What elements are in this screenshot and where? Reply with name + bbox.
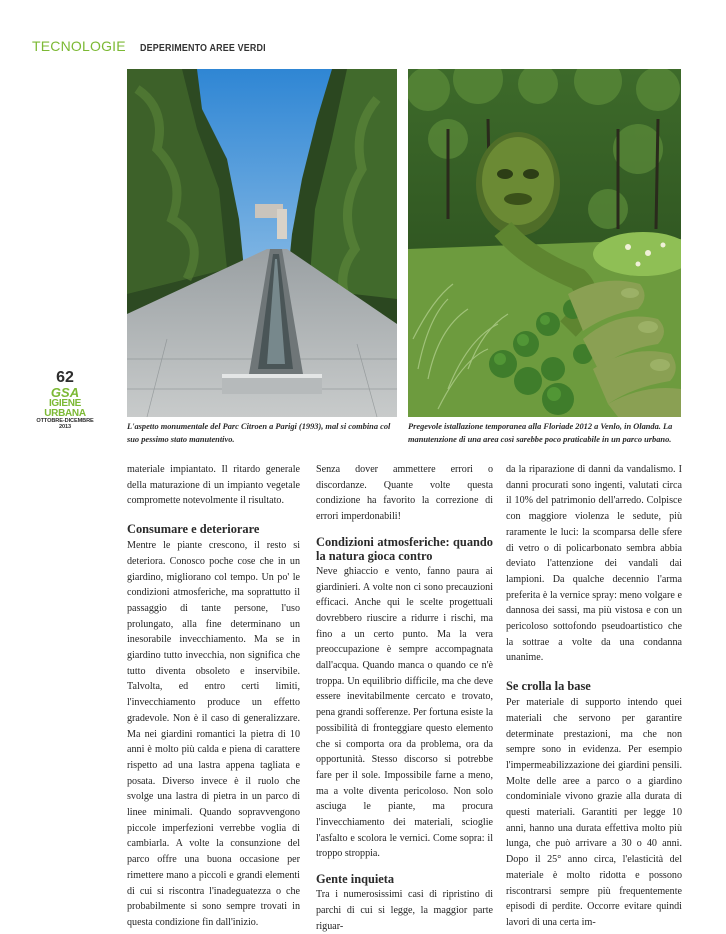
- magazine-logo: GSA: [50, 385, 80, 400]
- topiary-sculpture-illustration: [408, 69, 681, 417]
- page-header: [32, 38, 288, 58]
- article-column-1: [127, 462, 300, 931]
- paragraph: Mentre le piante crescono, il resto si deteriora. Conosco poche cose che in un giardino, migliorano col tempo. Un po' le condizioni atmosferiche, ma soprattutto il passaggio di tante persone, l'uso prolungato, alla fine determinano un inesorabile invecchiamento. Ma se in giardino tutto invecchia, non significa che tutto diventa obsoleto e inservibile. Talvolta, ed entro certi limiti, l'invecchiamento produce un effetto gradevole. Non è il caso di generalizzare. Ma nei giardini romantici la pietra di 10 anni è molto più calda e piena di carattere rispetto ad una lastra appena tagliata e posata. Diverso invece è il ruolo che svolge una lastra di pietra in un parco di linee minimali. Quando sopravvengono piccole imperfezioni verrebbe voglia di cambiarla. A volte la consunzione del parco offre una buona occasione per rimettere mano a piccoli e grandi elementi di cui si riscontra l'inadeguatezza o che probabilmente si sono sempre trovati in questa condizione fin dall'inizio.: [127, 540, 300, 928]
- paragraph: materiale impiantato. Il ritardo generale della maturazione di un impianto vegetale compromette notevolmente il risultato.: [127, 464, 300, 507]
- heading-gente: Gente inquieta: [316, 872, 395, 887]
- section-label: TECNOLOGIE: [32, 38, 126, 54]
- park-garden-illustration: [127, 69, 397, 417]
- magazine-name: IGIENE URBANA: [44, 398, 86, 419]
- paragraph: Senza dover ammettere errori o discordanze. Quante volte questa condizione ha favorito la correzione di errori imperdonabili!: [316, 464, 493, 523]
- heading-condizioni: Condizioni atmosferiche: quando la natura gioca contro: [316, 534, 493, 563]
- caption-left: L'aspetto monumentale del Parc Citroen a Parigi (1993), mal si combina col suo pessimo stato manutentivo.: [127, 422, 391, 444]
- page-info: [30, 370, 100, 430]
- magazine-issue: OTTOBRE-DICEMBRE 2013: [36, 418, 94, 430]
- page-number: 62: [56, 369, 74, 386]
- paragraph: da la riparazione di danni da vandalismo. I danni procurati sono ingenti, valutati circa il 10% del patrimonio dell'arredo. Colpisce con maggiore violenza le sedute, più raramente le luci: la scomparsa delle sfere di vetro o di policarbonato sembra abbia deviato l'attenzione dei vandali dai lampioni. Da qualche decennio l'arma preferita è la vernice spray: meno volgare e dannosa dei sassi, ma più vistosa e con un pericoloso sottofondo pseudoartistico che la sottrae a volte da una condanna unanime.: [506, 464, 682, 664]
- heading-consumare: Consumare e deteriorare: [127, 522, 260, 537]
- caption-right: Pregevole istallazione temporanea alla Floriade 2012 a Venlo, in Olanda. La manutenzione di una area così sarebbe poco praticabile in un parco urbano.: [408, 422, 673, 444]
- article-column-2: [316, 462, 493, 934]
- subsection-label: DEPERIMENTO AREE VERDI: [139, 42, 266, 54]
- paragraph: Per materiale di supporto intendo quei materiali che servono per garantire determinate prestazioni, ma che non sempre sono in evidenza. Per esempio l'impermeabilizzazione dei giardini pensili. Molte delle aree a parco o a giardino condominiale vivono grazie alla durata di questi materiali. Garantiti per legge 10 anni, hanno una durata effettiva molto più lunga, che può arrivare a 30 o 40 anni. Dopo il 25° anno circa, l'elasticità del materiale è molto ridotta e possono riscontrarsi sempre più frequentemente episodi di perdite. Occorre evitare quindi lavori di una certa im-: [506, 697, 682, 928]
- topiary-sculpture-photo: [408, 69, 681, 417]
- park-garden-photo: [127, 69, 397, 417]
- paragraph: Neve ghiaccio e vento, fanno paura ai giardinieri. A volte non ci sono precauzioni efficaci. Anche qui le scelte progettuali dovrebbero riuscire a ridurre i rischi, ma fino a un certo punto. Ma la vera preoccupazione è sempre accompagnata dall'acqua. Quando manca o quando ce n'è troppa. Un equilibrio difficile, ma che deve essere inevitabilmente cercato e trovato, pena grandi sofferenze. Per fortuna esiste la possibilità di fronteggiare questo elemento che si comporta ora da problema, ora da opportunità. Stesso discorso si potrebbe fare per il sole. Impossibile farne a meno, ma a volte diventa pericoloso. Non solo asciuga le piante, ma procura l'invecchiamento dei materiali, scioglie l'asfalto e scolora le vernici. Come sopra: il troppo stroppia.: [316, 565, 493, 860]
- heading-crolla: Se crolla la base: [506, 679, 591, 694]
- article-column-3: [506, 462, 682, 931]
- paragraph: Tra i numerosissimi casi di ripristino di parchi di cui si legge, la maggior parte riguar-: [316, 889, 493, 932]
